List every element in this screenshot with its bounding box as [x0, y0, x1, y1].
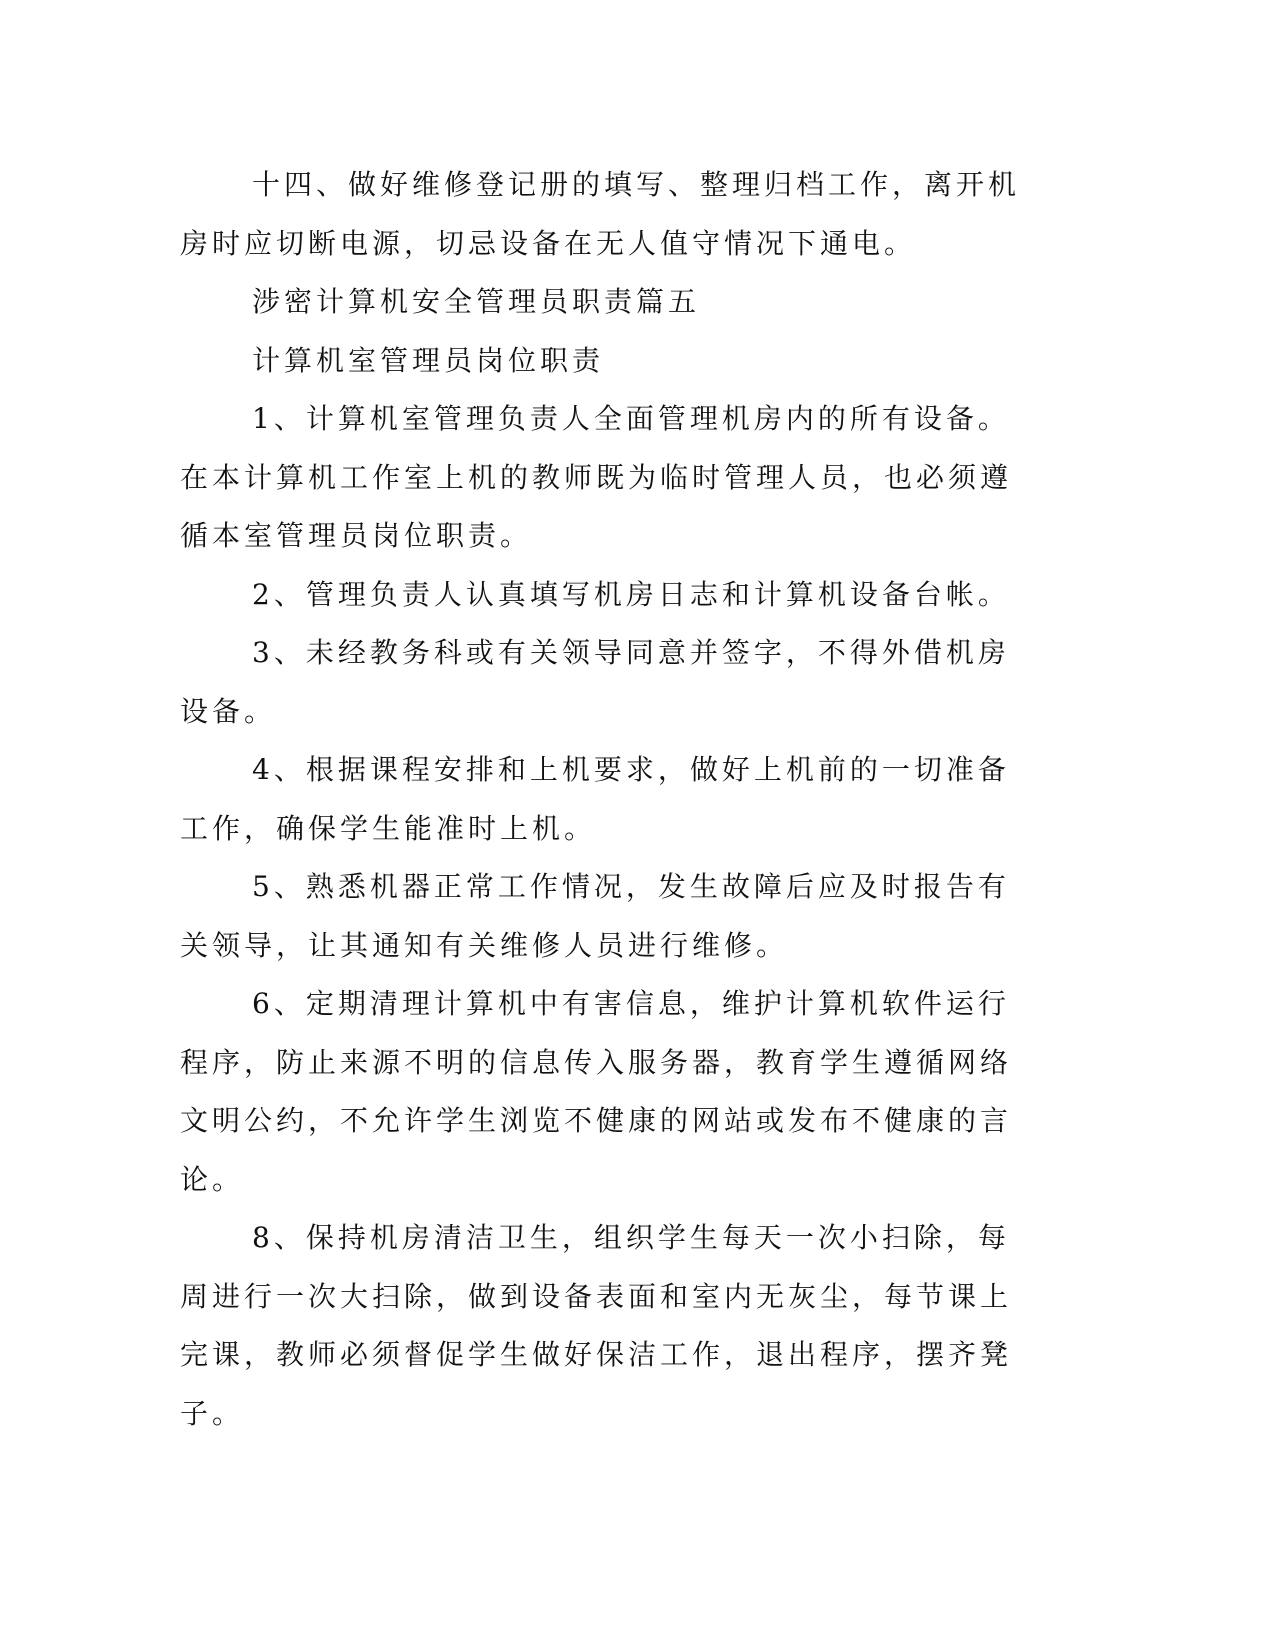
section-title-part-five: 涉密计算机安全管理员职责篇五: [252, 285, 701, 318]
duty-item-8: 8、保持机房清洁卫生，组织学生每天一次小扫除，每周进行一次大扫除，做到设备表面和室内无灰尘，每节课上完课，教师必须督促学生做好保洁工作，退出程序，摆齐凳子。: [180, 1221, 1013, 1430]
document-body: [180, 156, 1030, 1443]
paragraph-item-14-power-off: 十四、做好维修登记册的填写、整理归档工作，离开机房时应切断电源，切忌设备在无人值守情况下通电。: [180, 168, 1021, 260]
duty-item-1: 1、计算机室管理负责人全面管理机房内的所有设备。在本计算机工作室上机的教师既为临时管理人员，也必须遵循本室管理员岗位职责。: [180, 402, 1013, 552]
duty-item-2: 2、管理负责人认真填写机房日志和计算机设备台帐。: [252, 577, 1010, 611]
section-subtitle-computer-room-duties: 计算机室管理员岗位职责: [252, 343, 605, 377]
duty-item-3: 3、未经教务科或有关领导同意并签字，不得外借机房设备。: [180, 636, 1010, 728]
duty-item-4: 4、根据课程安排和上机要求，做好上机前的一切准备工作，确保学生能准时上机。: [180, 753, 1010, 845]
duty-item-5: 5、熟悉机器正常工作情况，发生故障后应及时报告有关领导，让其通知有关维修人员进行维修。: [180, 870, 1010, 962]
duty-item-6: 6、定期清理计算机中有害信息，维护计算机软件运行程序，防止来源不明的信息传入服务器，教育学生遵循网络文明公约，不允许学生浏览不健康的网站或发布不健康的言论。: [180, 987, 1013, 1196]
